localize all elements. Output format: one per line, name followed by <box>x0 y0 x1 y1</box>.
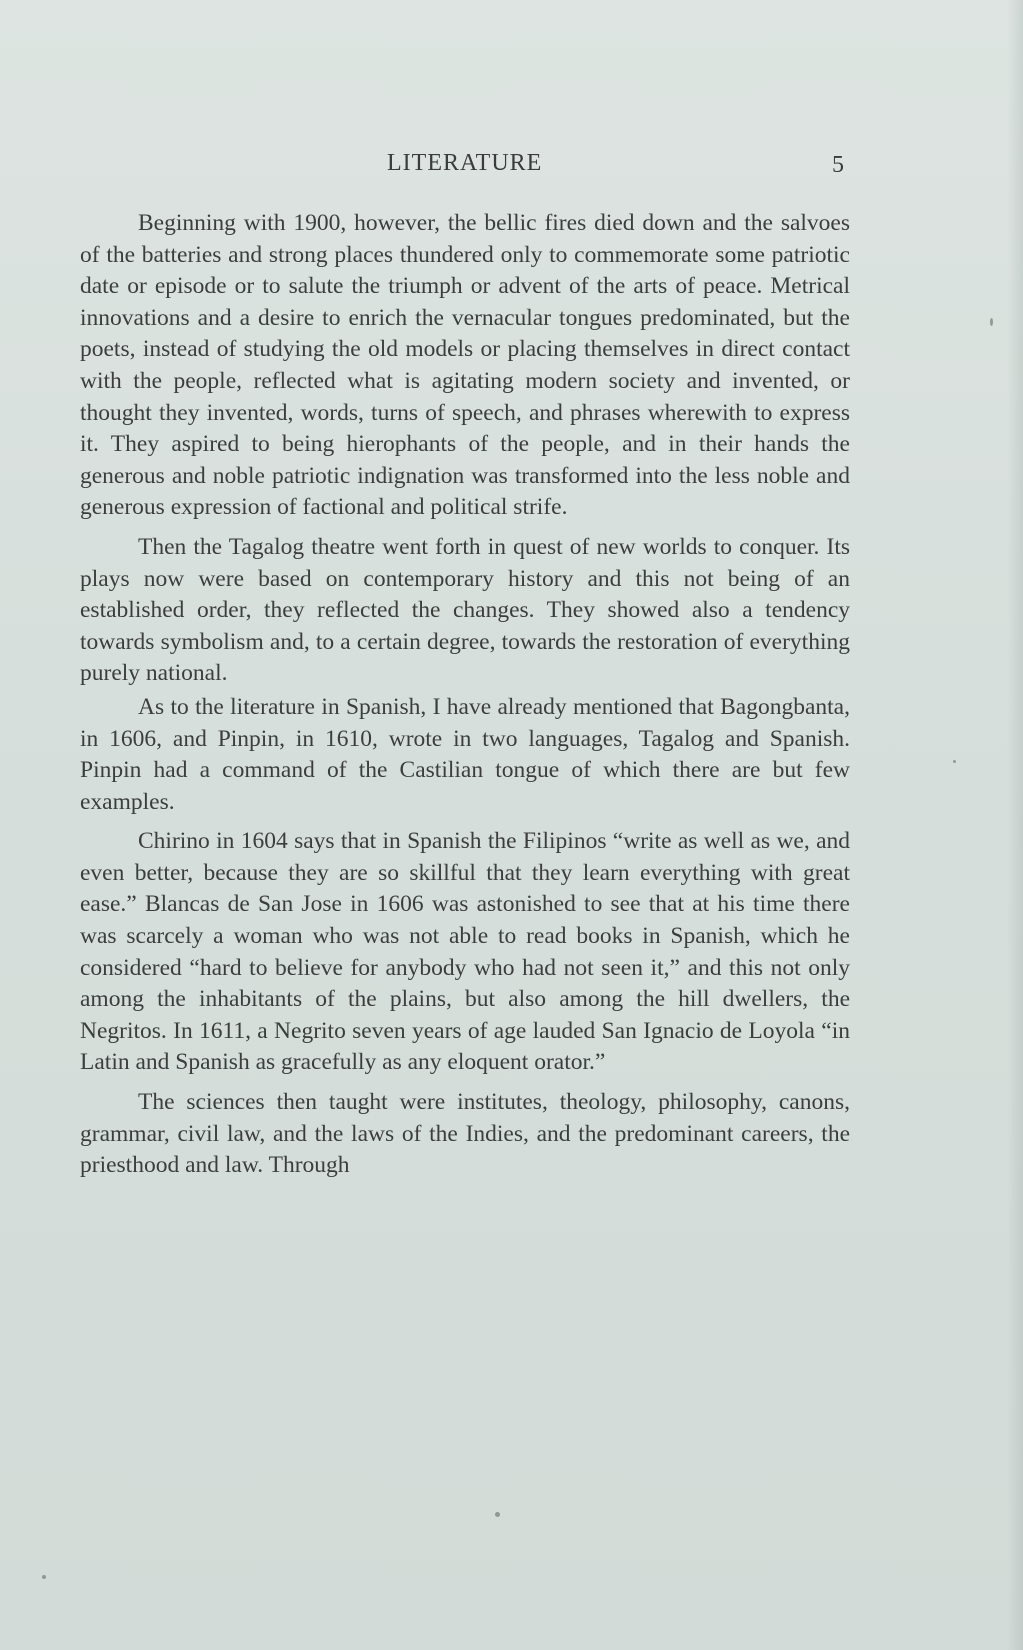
paragraph-5: The sciences then taught were institutes, theology, philosophy, canons, grammar, civil law, and the laws of the Indies, and the predominant careers, the priesthood and law. Through <box>80 1089 850 1179</box>
paragraph-3: As to the literature in Spanish, I have already mentioned that Bagongbanta, in 1606, and Pinpin, in 1610, wrote in two languages, Tagalog and Spanish. Pinpin had a command of the Castilian tongue of which there are but few examples. <box>80 693 850 815</box>
paragraph-4: Chirino in 1604 says that in Spanish the Filipinos “write as well as we, and even better, because they are so skillful that they learn everything with great ease.” Blancas de San Jose in 1606 was astonished to see that at his time there was scarcely a woman who was not able to read books in Spanish, which he considered “hard to believe for anybody who had not seen it,” and this not only among the inhabitants of the plains, but also among the hill dwellers, the Negritos. In 1611, a Negrito seven years of age lauded San Ignacio de Loyola “in Latin and Spanish as gracefully as any eloquent orator.” <box>80 828 850 1076</box>
running-header <box>0 150 1023 180</box>
paper-speck <box>953 760 956 763</box>
page-number: 5 <box>832 152 844 178</box>
paper-speck <box>495 1512 500 1517</box>
running-title: LITERATURE <box>387 150 543 176</box>
paper-speck <box>42 1575 46 1579</box>
page-edge-shadow <box>1007 0 1023 1650</box>
paragraph-1: Beginning with 1900, however, the bellic fires died down and the salvoes of the batteries and strong places thundered only to commemorate some patriotic date or episode or to salute the triumph or advent of the arts of peace. Metrical innovations and a desire to enrich the vernacular tongues predominated, but the poets, instead of studying the old models or placing themselves in direct contact with the people, reflected what is agitating modern society and invented, or thought they invented, words, turns of speech, and phrases wherewith to express it. They aspired to being hierophants of the people, and in their hands the generous and noble patriotic indignation was transformed into the less noble and generous expression of factional and political strife. <box>80 210 850 521</box>
paper-speck <box>990 318 993 326</box>
paragraph-2: Then the Tagalog theatre went forth in quest of new worlds to conquer. Its plays now were based on contemporary history and this not being of an established order, they reflected the changes. They showed also a tendency towards symbolism and, to a certain degree, towards the restoration of everything purely national. <box>80 533 850 687</box>
body-text <box>80 208 850 1182</box>
